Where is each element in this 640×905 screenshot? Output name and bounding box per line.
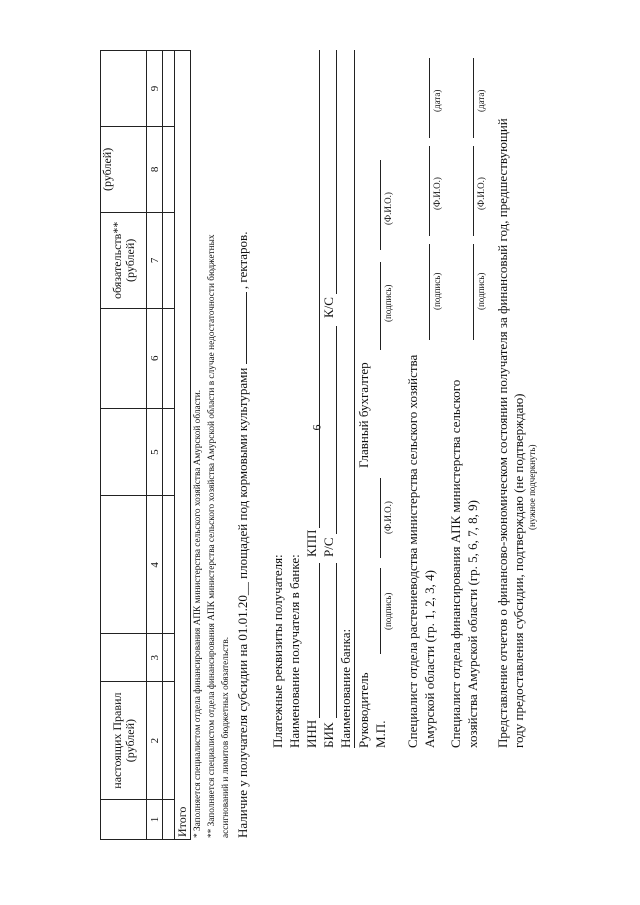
bik-label: БИК	[321, 722, 336, 748]
header-cell	[101, 308, 147, 408]
inn-label: ИНН	[304, 719, 319, 748]
finance-signature-line	[473, 244, 474, 340]
column-number: 2	[147, 682, 163, 800]
header-cell	[101, 496, 147, 634]
header-cell	[101, 51, 147, 127]
finance-name-line	[473, 146, 474, 236]
crop-name-line	[429, 146, 430, 236]
header-cell-obligations: обязательств** (рублей)	[101, 212, 147, 308]
column-number: 9	[147, 51, 163, 127]
requisites-title: Платежные реквизиты получателя:	[270, 554, 285, 748]
header-cell	[101, 634, 147, 682]
ks-field	[336, 50, 337, 294]
reports-line-1: Представление отчетов о финансово-экономическом состоянии получателя за финансовый год, предшествующий	[495, 118, 510, 748]
bank-name-label: Наименование банка:	[338, 628, 353, 748]
column-number: 3	[147, 634, 163, 682]
total-row	[175, 51, 191, 840]
accountant-name-line	[380, 160, 381, 250]
finance-name-caption: (Ф.И.О.)	[476, 177, 486, 210]
forage-area-suffix: , гектаров.	[235, 231, 250, 290]
crop-signature-line	[429, 244, 430, 340]
header-cell-rules: настоящих Правил (рублей)	[101, 682, 147, 800]
accountant-signature-caption: (подпись)	[383, 284, 393, 322]
head-name-caption: (Ф.И.О.)	[383, 501, 393, 534]
kpp-field	[319, 50, 320, 528]
inn-field	[319, 563, 320, 718]
crop-date-line	[429, 58, 430, 138]
footnote-2: ** Заполняется специалистом отдела финансирования АПК министерства сельского хозяйства Амурской области в случае недостаточности бюджетных	[207, 234, 217, 838]
page-number: 6	[309, 424, 324, 431]
forage-area-prefix: Наличие у получателя субсидии на 01.01.20__ площадей под кормовыми культурами	[235, 367, 250, 838]
rs-label: Р/С	[321, 537, 336, 557]
finance-specialist-line-1: Специалист отдела финансирования АПК министерства сельского	[448, 379, 463, 748]
reports-hint: (нужное подчеркнуть)	[527, 444, 537, 530]
column-number: 4	[147, 496, 163, 634]
column-number: 7	[147, 212, 163, 308]
bank-name-field	[354, 50, 355, 748]
header-cell	[101, 408, 147, 496]
finance-date-caption: (дата)	[476, 89, 486, 112]
chief-accountant-label: Главный бухгалтер	[356, 362, 371, 468]
accountant-name-caption: (Ф.И.О.)	[383, 192, 393, 225]
footnote-2-continued: ассигнований и лимитов бюджетных обязательств.	[221, 636, 231, 838]
stamp-label: М.П.	[373, 720, 388, 748]
table-header-row	[101, 51, 147, 840]
bik-field	[336, 563, 337, 718]
subsidy-table	[100, 50, 191, 840]
header-cell	[101, 800, 147, 840]
accountant-signature-line	[380, 262, 381, 350]
footnote-1: * Заполняется специалистом отдела финансирования АПК министерства сельского хозяйства Амурской области.	[193, 389, 203, 838]
bank-recipient-label: Наименование получателя в банке:	[287, 554, 302, 748]
crop-date-caption: (дата)	[432, 89, 442, 112]
column-number-row	[147, 51, 163, 840]
header-cell-rubles: (рублей)	[101, 126, 147, 212]
reports-line-2: году предоставления субсидии, подтверждаю (не подтверждаю)	[511, 393, 526, 748]
rs-field	[336, 326, 337, 534]
column-number: 1	[147, 800, 163, 840]
crop-specialist-line-1: Специалист отдела растениеводства министерства сельского хозяйства	[405, 354, 420, 748]
forage-area-line	[235, 232, 251, 838]
crop-signature-caption: (подпись)	[432, 272, 442, 310]
head-label: Руководитель	[356, 672, 371, 748]
crop-specialist-line-2: Амурской области (гр. 1, 2, 3, 4)	[422, 570, 437, 748]
ks-label: К/С	[321, 297, 336, 318]
kpp-label: КПП	[304, 529, 319, 557]
form-sheet	[100, 40, 540, 840]
finance-signature-caption: (подпись)	[476, 272, 486, 310]
column-number: 6	[147, 308, 163, 408]
total-label: Итого	[175, 51, 191, 840]
forage-area-blank	[246, 292, 247, 364]
finance-date-line	[473, 58, 474, 138]
head-signature-caption: (подпись)	[383, 592, 393, 630]
finance-specialist-line-2: хозяйства Амурской области (гр. 5, 6, 7, 8, 9)	[465, 500, 480, 748]
column-number: 5	[147, 408, 163, 496]
table-row	[163, 51, 175, 840]
head-name-line	[380, 478, 381, 558]
crop-name-caption: (Ф.И.О.)	[432, 177, 442, 210]
head-signature-line	[380, 568, 381, 654]
column-number: 8	[147, 126, 163, 212]
